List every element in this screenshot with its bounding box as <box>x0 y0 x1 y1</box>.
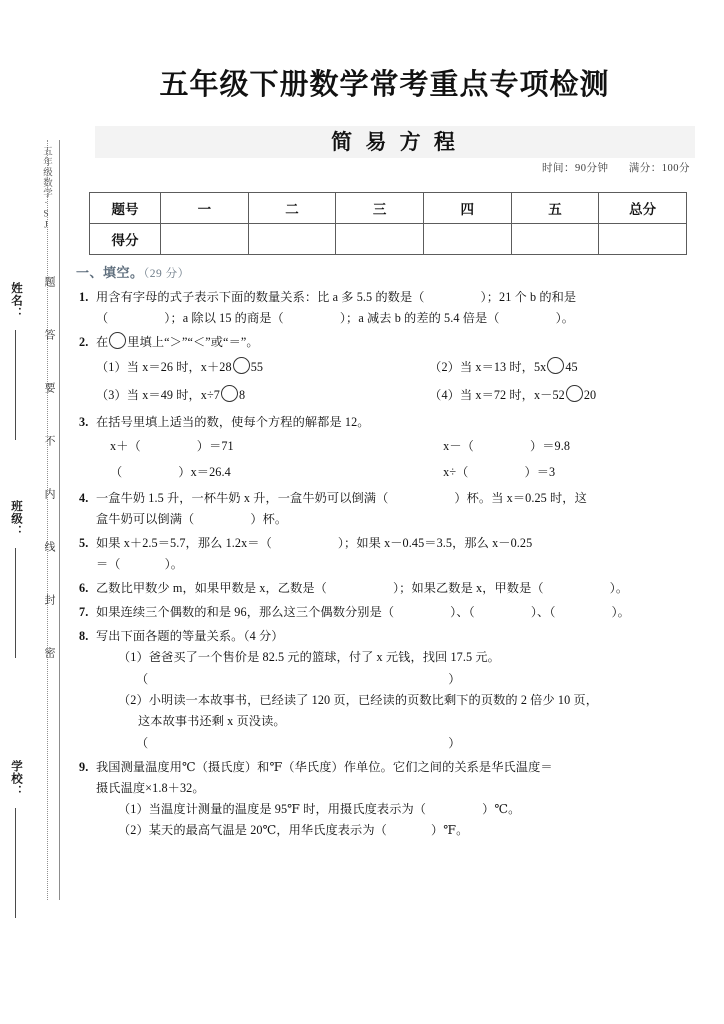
question-9-sub-1-pre: （1）当温度计测量的温度是 95℉ 时，用摄氏度表示为（ <box>118 802 427 816</box>
question-4-text-b: ）杯。当 x＝0.25 时，这 <box>454 491 587 505</box>
question-5-number: 5. <box>79 536 89 550</box>
question-1-text-e: ）；a 减去 b 的差的 5.4 倍是（ <box>339 311 500 325</box>
question-2-item-2-pre: 当 x＝13 时，5x <box>459 360 547 374</box>
question-2-item-4-pre: 当 x＝72 时，x－52 <box>459 388 565 402</box>
question-2-row-1 <box>96 353 724 381</box>
question-8-answer-1-open: （ <box>136 672 149 686</box>
question-7-number: 7. <box>79 605 89 619</box>
question-7-line <box>96 602 724 623</box>
score-table-cell-4: 四 <box>423 193 511 224</box>
question-7-text-d: ）。 <box>611 605 630 619</box>
question-6-text-a: 乙数比甲数少 m，如果甲数是 x，乙数是（ <box>96 581 327 595</box>
score-table-cell-5: 五 <box>511 193 599 224</box>
question-1 <box>72 287 724 329</box>
exam-fullscore-label: 满分：100分 <box>628 163 690 174</box>
field-student-name <box>8 282 42 325</box>
question-8-answer-2-close: ） <box>448 736 461 750</box>
question-4-line-1 <box>96 488 724 509</box>
question-3-eq-2 <box>443 439 570 453</box>
table-row-question-numbers <box>90 193 687 224</box>
question-3-eq-3-pre: （ <box>110 465 123 479</box>
question-1-line-2 <box>96 308 724 329</box>
field-student-name-rule <box>15 330 16 440</box>
question-3-row-1 <box>96 433 724 459</box>
question-2-item-2-post: 45 <box>565 360 578 374</box>
question-8-number: 8. <box>79 629 89 643</box>
question-2-item-4-post: 20 <box>583 388 597 402</box>
question-8 <box>72 626 724 754</box>
circle-blank-q2-stem[interactable] <box>109 332 126 349</box>
question-8-answer-1 <box>96 668 724 690</box>
question-2-text-a: 在 <box>96 335 109 349</box>
question-2-item-3-post: 8 <box>238 388 246 402</box>
question-3-eq-3 <box>110 459 440 485</box>
question-1-text-d: ）；a 除以 15 的商是（ <box>164 311 284 325</box>
vertical-subject-label: 五年级数学·SJ <box>41 146 51 232</box>
question-2-item-1-label: （1） <box>96 360 127 374</box>
question-1-text-b: ）；21 个 b 的和是 <box>480 290 577 304</box>
question-9-sub-2-pre: （2）某天的最高气温是 20℃，用华氏度表示为（ <box>118 823 387 837</box>
exam-time-label: 时间：90分钟 <box>542 163 609 174</box>
question-5-text-c: ＝（ <box>96 557 121 571</box>
question-2-item-3-pre: 当 x＝49 时，x÷7 <box>126 388 220 402</box>
question-9-line-2: 摄氏温度×1.8＋32。 <box>96 781 205 795</box>
question-3-eq-4-post: ）＝3 <box>524 465 556 479</box>
question-3-eq-3-post: ）x＝26.4 <box>178 465 231 479</box>
question-7 <box>72 602 724 623</box>
question-5-line-1 <box>96 533 724 554</box>
circle-blank-q2-4[interactable] <box>566 385 583 402</box>
question-8-stem: 写出下面各题的等量关系。（4 分） <box>96 629 284 643</box>
question-6 <box>72 578 724 599</box>
question-1-text-c: （ <box>96 311 109 325</box>
question-3-number: 3. <box>79 415 89 429</box>
exam-sheet <box>72 0 724 1024</box>
field-school-label: 学校： <box>10 760 22 798</box>
question-2 <box>72 332 724 409</box>
question-7-text-b: ）、（ <box>450 605 475 619</box>
question-9-sub-1 <box>96 799 724 820</box>
question-8-sub-1: （1）爸爸买了一个售价是 82.5 元的篮球，付了 x 元钱，找回 17.5 元。 <box>118 650 500 664</box>
question-2-item-1 <box>96 353 426 381</box>
left-seal-margin <box>0 0 72 1024</box>
question-2-row-2 <box>96 381 724 409</box>
circle-blank-q2-2[interactable] <box>547 357 564 374</box>
question-9-number: 9. <box>79 760 89 774</box>
question-2-text-b: 里填上“＞”“＜”或“＝”。 <box>127 335 259 349</box>
score-table <box>89 192 687 255</box>
table-row-scores <box>90 224 687 255</box>
question-4-line-2 <box>96 509 724 530</box>
score-table-row-header-1: 题号 <box>90 193 161 224</box>
question-4-text-d: ）杯。 <box>250 512 288 526</box>
question-5-line-2 <box>96 554 724 575</box>
question-4 <box>72 488 724 530</box>
question-3-stem: 在括号里填上适当的数，使每个方程的解都是 12。 <box>96 415 370 429</box>
question-6-text-b: ）；如果乙数是 x，甲数是（ <box>392 581 544 595</box>
question-3-eq-1 <box>110 433 440 459</box>
vertical-seal-text: 题答要不内线封密 <box>43 276 55 700</box>
question-9 <box>72 757 724 841</box>
question-9-sub-2 <box>96 820 724 841</box>
question-3-eq-1-post: ）＝71 <box>196 439 234 453</box>
question-1-text-a: 用含有字母的式子表示下面的数量关系：比 a 多 5.5 的数是（ <box>96 290 425 304</box>
section-1-title: 一、填空。 <box>76 265 144 280</box>
exam-content <box>72 262 724 844</box>
question-2-item-3 <box>96 381 426 409</box>
question-7-text-c: ）、（ <box>530 605 556 619</box>
score-input-4[interactable] <box>423 224 511 255</box>
exam-subtitle: 简 易 方 程 <box>331 130 459 154</box>
score-table-cell-total: 总分 <box>599 193 687 224</box>
circle-blank-q2-1[interactable] <box>233 357 250 374</box>
score-input-total[interactable] <box>599 224 687 255</box>
page-title: 五年级下册数学常考重点专项检测 <box>159 67 610 101</box>
question-4-text-a: 一盒牛奶 1.5 升，一杯牛奶 x 升，一盒牛奶可以倒满（ <box>96 491 389 505</box>
score-table-row-header-2: 得分 <box>90 224 161 255</box>
question-2-item-1-pre: 当 x＝26 时，x＋28 <box>126 360 232 374</box>
exam-meta <box>542 160 690 175</box>
score-table-cell-2: 二 <box>248 193 336 224</box>
question-6-text-c: ）。 <box>609 581 629 595</box>
question-3 <box>72 412 724 485</box>
question-5-text-d: ）。 <box>164 557 184 571</box>
question-3-eq-2-pre: x－（ <box>443 439 474 453</box>
question-2-item-3-label: （3） <box>96 388 127 402</box>
question-6-number: 6. <box>79 581 89 595</box>
question-8-answer-2-open: （ <box>136 736 149 750</box>
score-table-cell-3: 三 <box>336 193 424 224</box>
question-2-item-2 <box>429 353 578 381</box>
question-2-number: 2. <box>79 335 89 349</box>
question-9-line-1: 我国测量温度用℃（摄氏度）和℉（华氏度）作单位。它们之间的关系是华氏温度＝ <box>96 760 553 774</box>
question-9-sub-2-post: ）℉。 <box>430 823 469 837</box>
field-student-name-label: 姓名： <box>10 282 22 320</box>
score-input-3[interactable] <box>336 224 424 255</box>
question-5-text-a: 如果 x＋2.5＝5.7，那么 1.2x＝（ <box>96 536 272 550</box>
question-1-line-1 <box>96 287 724 308</box>
question-3-eq-4-pre: x÷（ <box>443 465 469 479</box>
score-input-1[interactable] <box>161 224 249 255</box>
question-1-text-f: ）。 <box>555 311 575 325</box>
seal-line-solid <box>59 140 60 900</box>
section-heading-1 <box>76 262 724 281</box>
question-2-stem <box>96 332 724 353</box>
question-4-number: 4. <box>79 491 89 505</box>
question-8-sub-2-line-1: （2）小明读一本故事书，已经读了 120 页，已经读的页数比剩下的页数的 2 倍少 10 页， <box>118 693 599 707</box>
score-input-5[interactable] <box>511 224 599 255</box>
question-1-number: 1. <box>79 290 89 304</box>
question-5 <box>72 533 724 575</box>
question-9-sub-1-post: ）℃。 <box>482 802 521 816</box>
section-1-points: （29 分） <box>143 268 190 280</box>
field-class-rule <box>15 548 16 658</box>
score-table-cell-1: 一 <box>161 193 249 224</box>
question-6-line <box>96 578 724 599</box>
question-2-item-1-post: 55 <box>250 360 264 374</box>
field-school-rule <box>15 808 16 918</box>
question-3-eq-2-post: ）＝9.8 <box>529 439 571 453</box>
circle-blank-q2-3[interactable] <box>221 385 238 402</box>
field-class-label: 班级： <box>10 500 22 538</box>
field-school <box>8 760 42 803</box>
question-4-text-c: 盒牛奶可以倒满（ <box>96 512 195 526</box>
question-8-answer-2 <box>96 732 724 754</box>
question-8-sub-2-line-2: 这本故事书还剩 x 页没读。 <box>138 714 286 728</box>
question-2-item-4 <box>429 381 596 409</box>
question-5-text-b: ）；如果 x－0.45＝3.5，那么 x－0.25 <box>337 536 533 550</box>
question-2-item-2-label: （2） <box>429 360 460 374</box>
question-3-eq-1-pre: x＋（ <box>110 439 141 453</box>
question-2-item-4-label: （4） <box>429 388 460 402</box>
question-3-eq-4 <box>443 465 555 479</box>
score-input-2[interactable] <box>248 224 336 255</box>
field-class <box>8 500 42 543</box>
question-8-answer-1-close: ） <box>448 672 461 686</box>
question-3-row-2 <box>96 459 724 485</box>
question-7-text-a: 如果连续三个偶数的和是 96，那么这三个偶数分别是（ <box>96 605 395 619</box>
